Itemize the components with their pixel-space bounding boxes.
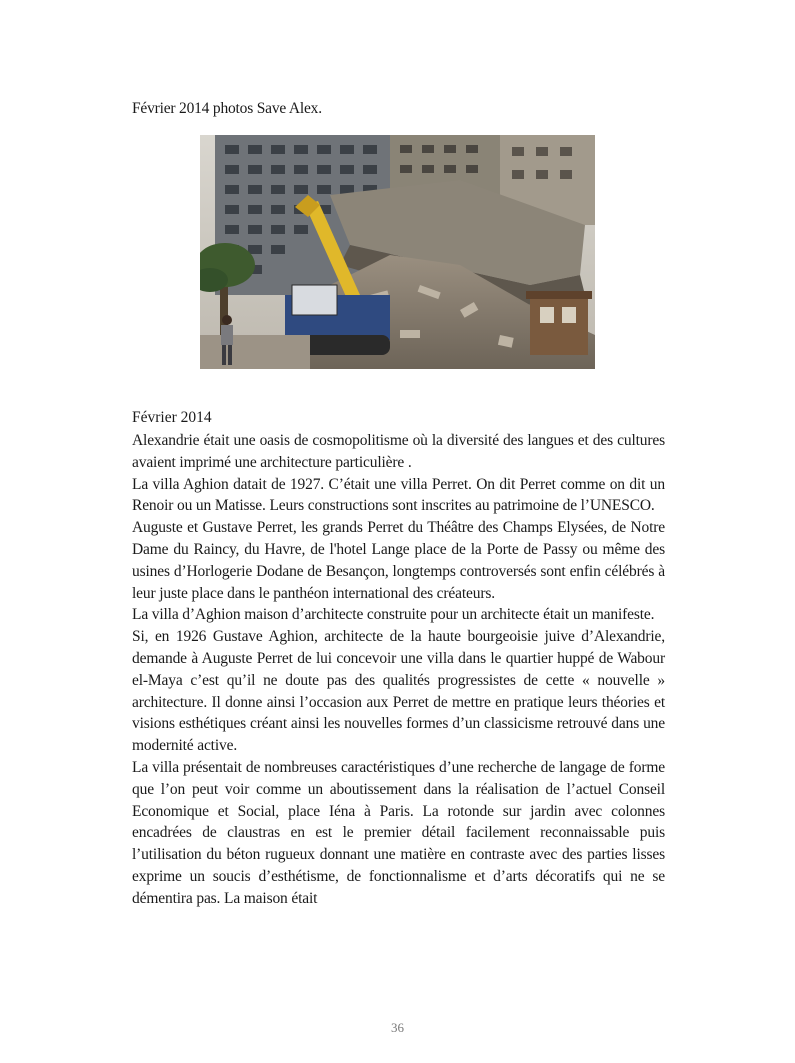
photo-caption: Février 2014 photos Save Alex. [132, 100, 322, 117]
paragraph: La villa présentait de nombreuses caractéristiques d’une recherche de langage de forme que l’on peut voir comme un aboutissement dans la réalisation de l’actuel Conseil Economique et Social, place Iéna à Paris. La rotonde sur jardin avec colonnes encadrées de claustras en est le premier détail facilement reconnaissable puis l’utilisation du béton rugueux donnant une matière en contraste avec des parties lisses exprime un soucis d’esthétisme, de fonctionnalisme et d’arts décoratifs qui ne se démentira pas. La maison était [132, 758, 665, 907]
page-number: 36 [391, 1020, 404, 1035]
demolition-photo-icon [200, 135, 595, 369]
date-heading: Février 2014 [132, 409, 212, 426]
paragraph: La villa Aghion datait de 1927. C’était une villa Perret. On dit Perret comme on dit un Renoir ou un Matisse. Leurs constructions sont inscrites au patrimoine de l’UNESCO. [132, 475, 665, 515]
demolition-photo [200, 135, 595, 369]
article-body [132, 430, 665, 910]
paragraph: Auguste et Gustave Perret, les grands Perret du Théâtre des Champs Elysées, de Notre Dame du Raincy, du Havre, de l'hotel Lange place de la Porte de Passy ou même des usines d’Horlogerie Dodane de Besançon, longtemps controversés sont enfin célébrés à leur juste place dans le panthéon international des créateurs. [132, 519, 665, 602]
paragraph: Si, en 1926 Gustave Aghion, architecte de la haute bourgeoisie juive d’Alexandrie, demande à Auguste Perret de lui concevoir une villa dans le quartier huppé de Wabour el-Maya c’est qu’il ne doute pas des qualités progressistes de cette « nouvelle » architecture. Il donne ainsi l’occasion aux Perret de mettre en pratique leurs théories et visions esthétiques créant ainsi les nouvelles formes d’un classicisme retrouvé dans une modernité active. [132, 628, 665, 755]
paragraph: La villa d’Aghion maison d’architecte construite pour un architecte était un manifeste. [132, 606, 655, 624]
paragraph: Alexandrie était une oasis de cosmopolitisme où la diversité des langues et des cultures avaient imprimé une architecture particulière . [132, 432, 665, 471]
